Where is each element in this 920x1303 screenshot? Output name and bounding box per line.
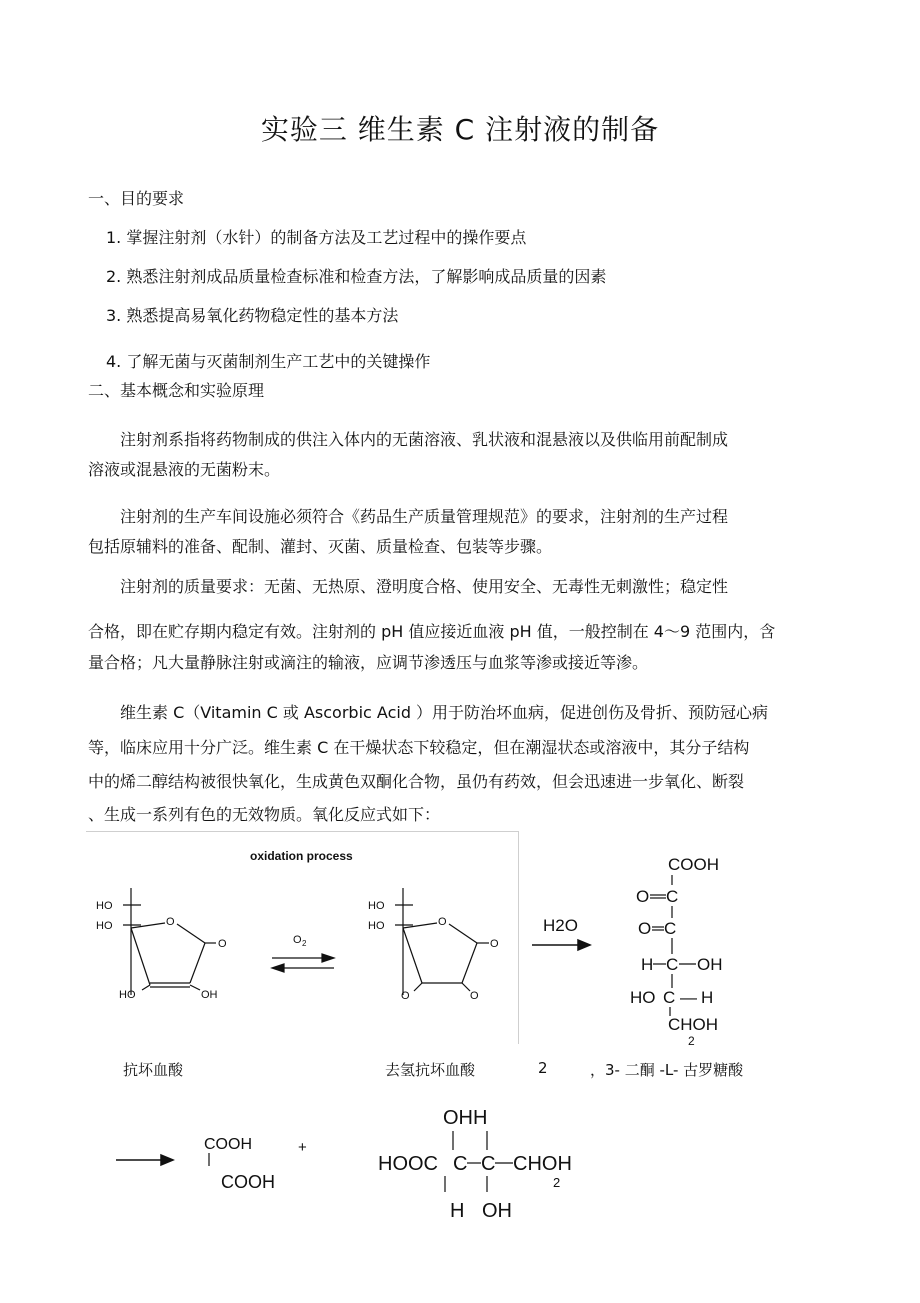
chain-subscript-2: 2	[688, 1034, 695, 1048]
chain-cooh: COOH	[668, 855, 719, 874]
chain-choh: CHOH	[668, 1015, 719, 1034]
paragraph-4-line-2: 等，临床应用十分广泛。维生素 C 在干燥状态下较稳定，但在潮湿状态或溶液中，其分子结构	[88, 738, 750, 757]
o2-label: O	[293, 934, 302, 946]
dehydro-ho-1: HO	[368, 900, 385, 912]
oxidation-process-label: oxidation process	[250, 849, 353, 863]
cleavage-arrow	[116, 1155, 173, 1165]
chain-dash: —	[680, 988, 697, 1007]
paragraph-3-line-1: 注射剂的质量要求：无菌、无热原、澄明度合格、使用安全、无毒性无刺激性；稳定性	[120, 577, 729, 596]
chain-c-3: C	[666, 955, 679, 974]
chain-c-2: C	[664, 919, 677, 938]
chain-c-1: C	[666, 887, 679, 906]
o2-subscript: 2	[302, 939, 307, 948]
caption-diketogulonic-acid: ，3- 二酮 -L- 古罗糖酸	[590, 1061, 744, 1079]
dehydro-keto-o-2: O	[470, 990, 479, 1002]
paragraph-2-line-2: 包括原辅料的准备、配制、灌封、灭菌、质量检查、包装等步骤。	[88, 537, 553, 556]
chain-c-4: C	[663, 988, 676, 1007]
threonic-oh: OH	[482, 1200, 512, 1222]
threonic-h: H	[450, 1200, 465, 1222]
equilibrium-arrows	[272, 954, 334, 972]
ascorbic-oh: OH	[201, 989, 218, 1001]
caption-ascorbic-acid: 抗坏血酸	[123, 1061, 184, 1079]
dehydro-carbonyl-o: O	[490, 938, 499, 950]
chain-ho: HO	[630, 988, 656, 1007]
threonic-ohh: OHH	[443, 1107, 488, 1129]
plus-sign: +	[298, 1139, 307, 1156]
caption-number-2: 2	[538, 1059, 548, 1077]
h2o-label: H2O	[543, 916, 578, 935]
paragraph-4-line-1: 维生素 C（Vitamin C 或 Ascorbic Acid ）用于防治坏血病，促进创伤及骨折、预防冠心病	[120, 703, 769, 722]
chain-o-2: O	[638, 919, 652, 938]
dehydro-ring-oxygen: O	[438, 916, 447, 928]
chain-h-left: H	[641, 955, 654, 974]
dehydro-ho-2: HO	[368, 920, 385, 932]
ascorbic-carbonyl-o: O	[218, 938, 227, 950]
chain-o-1: O	[636, 887, 650, 906]
threonic-c-2: C	[481, 1153, 496, 1175]
paragraph-1-line-1: 注射剂系指将药物制成的供注入体内的无菌溶液、乳状液和混悬液以及供临用前配制成	[120, 430, 729, 449]
dehydroascorbic-acid-structure	[395, 888, 489, 995]
threonic-choh: CHOH	[513, 1153, 572, 1175]
threonic-hooc: HOOC	[378, 1153, 438, 1175]
threonic-subscript-2: 2	[553, 1175, 561, 1190]
paragraph-3-line-2: 合格，即在贮存期内稳定有效。注射剂的 pH 值应接近血液 pH 值，一般控制在 4～9 范围内，含	[88, 622, 776, 641]
objective-item-3: 3. 熟悉提高易氧化药物稳定性的基本方法	[106, 306, 399, 325]
objective-item-4: 4. 了解无菌与灭菌制剂生产工艺中的关键操作	[106, 352, 431, 371]
oxalic-cooh-bottom: COOH	[221, 1172, 275, 1192]
paragraph-2-line-1: 注射剂的生产车间设施必须符合《药品生产质量管理规范》的要求，注射剂的生产过程	[120, 507, 729, 526]
threonic-c-1: C	[453, 1153, 468, 1175]
caption-dehydroascorbic-acid: 去氢抗坏血酸	[385, 1061, 476, 1079]
page-title: 实验三 维生素 C 注射液的制备	[260, 113, 660, 146]
ascorbic-ho-1: HO	[96, 900, 113, 912]
ascorbic-ring-oxygen: O	[166, 916, 175, 928]
objective-item-2: 2. 熟悉注射剂成品质量检查标准和检查方法，了解影响成品质量的因素	[106, 267, 607, 286]
paragraph-3-line-3: 量合格；凡大量静脉注射或滴注的输液，应调节渗透压与血浆等渗或接近等渗。	[88, 653, 649, 672]
ascorbic-ho-3: HO	[119, 989, 136, 1001]
ascorbic-acid-structure	[123, 888, 216, 995]
chain-oh: OH	[697, 955, 723, 974]
oxalic-cooh-top: COOH	[204, 1136, 252, 1153]
paragraph-1-line-2: 溶液或混悬液的无菌粉末。	[88, 460, 281, 479]
section-heading-principles: 二、基本概念和实验原理	[88, 381, 265, 400]
paragraph-4-line-4: 、生成一系列有色的无效物质。氧化反应式如下：	[88, 805, 441, 824]
chain-h-right: H	[701, 988, 714, 1007]
objective-item-1: 1. 掌握注射剂（水针）的制备方法及工艺过程中的操作要点	[106, 228, 527, 247]
section-heading-objectives: 一、目的要求	[88, 189, 185, 208]
paragraph-4-line-3: 中的烯二醇结构被很快氧化，生成黄色双酮化合物，虽仍有药效，但会迅速进一步氧化、断裂	[88, 772, 745, 791]
ascorbic-ho-2: HO	[96, 920, 113, 932]
dehydro-keto-o-1: O	[401, 990, 410, 1002]
hydrolysis-arrow	[532, 940, 590, 950]
